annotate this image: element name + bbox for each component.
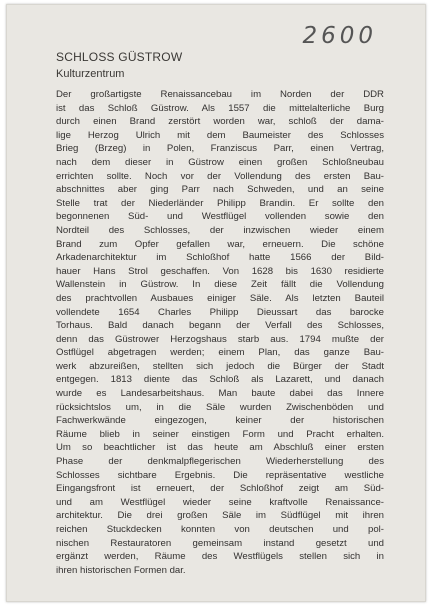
- page-subtitle: Kulturzentrum: [56, 68, 125, 80]
- body-line: Wallenstein in Güstrow. In diese Zeit fällt die Vollendung: [56, 279, 384, 291]
- body-line: begonnenen Süd- und Westflügel vollenden sowie den: [56, 211, 384, 223]
- body-line: und am Westflügel wieder seine kraftvolle Renaissance-: [56, 496, 384, 508]
- body-line: Phase der denkmalpflegerischen Wiederherstellung des: [56, 456, 384, 468]
- body-line: Brieg (Brzeg) in Polen, Franziscus Parr, einen Vertrag,: [56, 143, 384, 155]
- body-line: architektur. Die drei großen Säle im Südflügel mit ihren: [56, 510, 384, 522]
- body-line: Nordteil des Schlosses, der inzwischen wieder einem: [56, 224, 384, 236]
- handwritten-price-note: 2600: [302, 23, 377, 49]
- body-line: Um so beachtlicher ist das heute am Abschluß einer ersten: [56, 442, 384, 454]
- body-line: ist das Schloß Güstrow. Als 1557 die mittelalterliche Burg: [56, 102, 384, 114]
- body-line: ergänzt werden, Räume des Westflügels stellen sich in: [56, 551, 384, 563]
- body-line: denn das Güstrower Herzogshaus starb aus. 1794 mußte der: [56, 333, 384, 345]
- body-line: vollendete 1654 Charles Philipp Dieussart das barocke: [56, 306, 384, 318]
- postcard-back: [6, 4, 426, 602]
- body-line: des prachtvollen Ausbaues einiger Säle. Als letzten Bauteil: [56, 292, 384, 304]
- body-line: Stelle trat der Niederländer Philipp Brandin. Er sollte den: [56, 197, 384, 209]
- body-line: reichen Stuckdecken konnten von deutschen und pol-: [56, 524, 384, 535]
- body-text: [56, 88, 384, 577]
- body-line: Eingangsfront ist erneuert, der Schloßhof zeigt am Süd-: [56, 483, 384, 495]
- body-line: Ostflügel abgetragen werden; einem Plan, das ganze Bau-: [56, 347, 384, 359]
- page-title: SCHLOSS GÜSTROW: [56, 50, 183, 64]
- body-line: hauer Hans Strol geschaffen. Von 1628 bis 1630 residierte: [56, 265, 384, 277]
- body-line: Torhaus. Bald danach begann der Verfall des Schlosses,: [56, 320, 384, 332]
- body-line: errichten sollte. Noch vor der Vollendung des ersten Bau-: [56, 170, 384, 182]
- body-line: nischen Restauratoren gemeinsam instand gesetzt und: [56, 537, 384, 549]
- body-line: lige Herzog Ulrich mit dem Baumeister des Schlosses: [56, 129, 384, 141]
- body-line: wurde es Landesarbeitshaus. Man baute dabei das Innere: [56, 388, 384, 400]
- body-line: abschnittes aber ging Parr nach Schweden, und an seine: [56, 184, 384, 196]
- body-line: entgegen. 1813 diente das Schloß als Lazarett, und danach: [56, 374, 384, 386]
- body-line: Brand zum Opfer gefallen war, erneuern. Die schöne: [56, 238, 384, 250]
- body-line: rücksichtslos um, in die Säle wurden Zwischenböden und: [56, 401, 384, 413]
- body-line: Der großartigste Renaissancebau im Norden der DDR: [56, 89, 384, 100]
- body-line: ihren historischen Formen dar.: [56, 564, 186, 576]
- body-line: Fachwerkwände eingezogen, keiner der historischen: [56, 415, 384, 427]
- body-line: Schlosses sichtbare Ergebnis. Die repräsentative westliche: [56, 469, 384, 481]
- body-line: werk abzureißen, stellten sich jedoch die Bürger der Stadt: [56, 360, 384, 372]
- body-line: Räume blieb in seiner einstigen Form und Pracht erhalten.: [56, 428, 384, 440]
- body-line: nach dem dieser in Güstrow einen großen Schloßneubau: [56, 156, 384, 168]
- body-line: durch einen Brand zerstört worden war, schloß der dama-: [56, 116, 384, 128]
- body-line: Arkadenarchitektur im Schloßhof hatte 1566 der Bild-: [56, 252, 384, 264]
